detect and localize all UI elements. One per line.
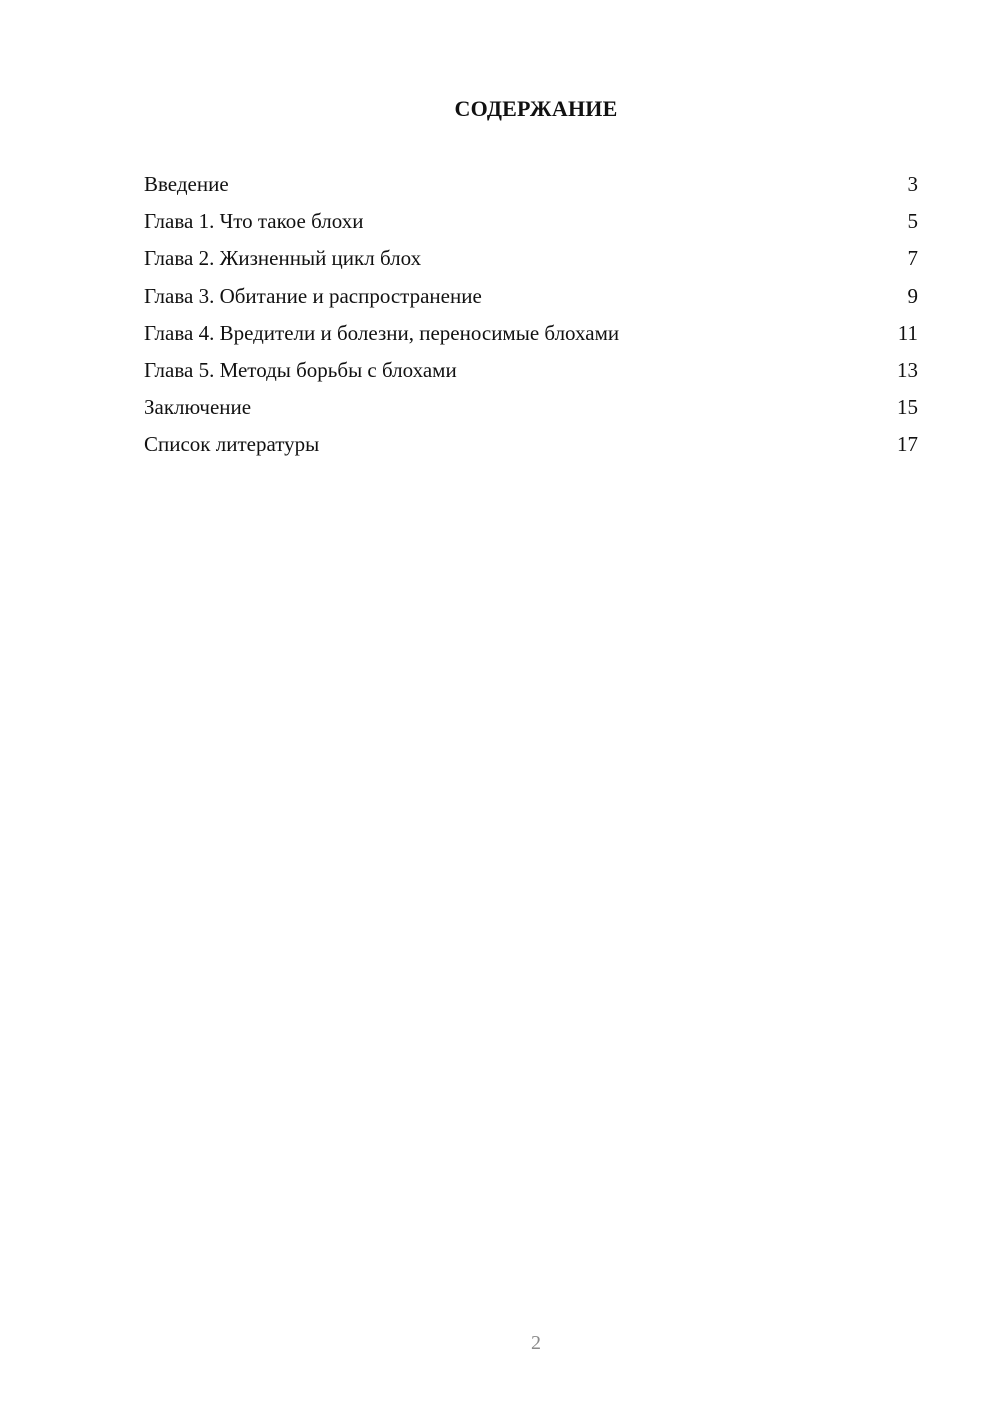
toc-entry-chapter-3: [144, 280, 918, 317]
toc-entry-references: [144, 428, 918, 465]
toc-entry-chapter-4: [144, 317, 918, 354]
toc-entry-page: 7: [907, 246, 918, 271]
toc-entry-label: Глава 4. Вредители и болезни, переносимые блохами: [144, 320, 620, 345]
toc-entry-page: 5: [907, 209, 918, 234]
toc-entry-conclusion: [144, 391, 918, 428]
toc-entry-chapter-2: [144, 242, 918, 279]
toc-entry-label: Глава 2. Жизненный цикл блох: [144, 246, 422, 271]
toc-entry-label: Заключение: [144, 395, 252, 420]
toc-entry-page: 13: [897, 357, 918, 382]
toc-entry-chapter-1: [144, 205, 918, 242]
toc-entry-label: Глава 5. Методы борьбы с блохами: [144, 357, 457, 382]
table-of-contents: [144, 168, 918, 466]
toc-entry-page: 9: [907, 283, 918, 308]
toc-entry-page: 11: [897, 320, 918, 345]
toc-entry-page: 15: [897, 395, 918, 420]
toc-entry-page: 17: [897, 432, 918, 457]
toc-entry-label: Глава 1. Что такое блохи: [144, 209, 364, 234]
page-number: 2: [531, 1332, 541, 1354]
toc-entry-chapter-5: [144, 354, 918, 391]
toc-entry-introduction: [144, 168, 918, 205]
toc-entry-label: Глава 3. Обитание и распространение: [144, 283, 482, 308]
toc-entry-label: Введение: [144, 172, 229, 196]
toc-entry-page: 3: [907, 172, 918, 196]
toc-title: СОДЕРЖАНИЕ: [454, 96, 618, 121]
toc-entry-label: Список литературы: [144, 432, 320, 457]
